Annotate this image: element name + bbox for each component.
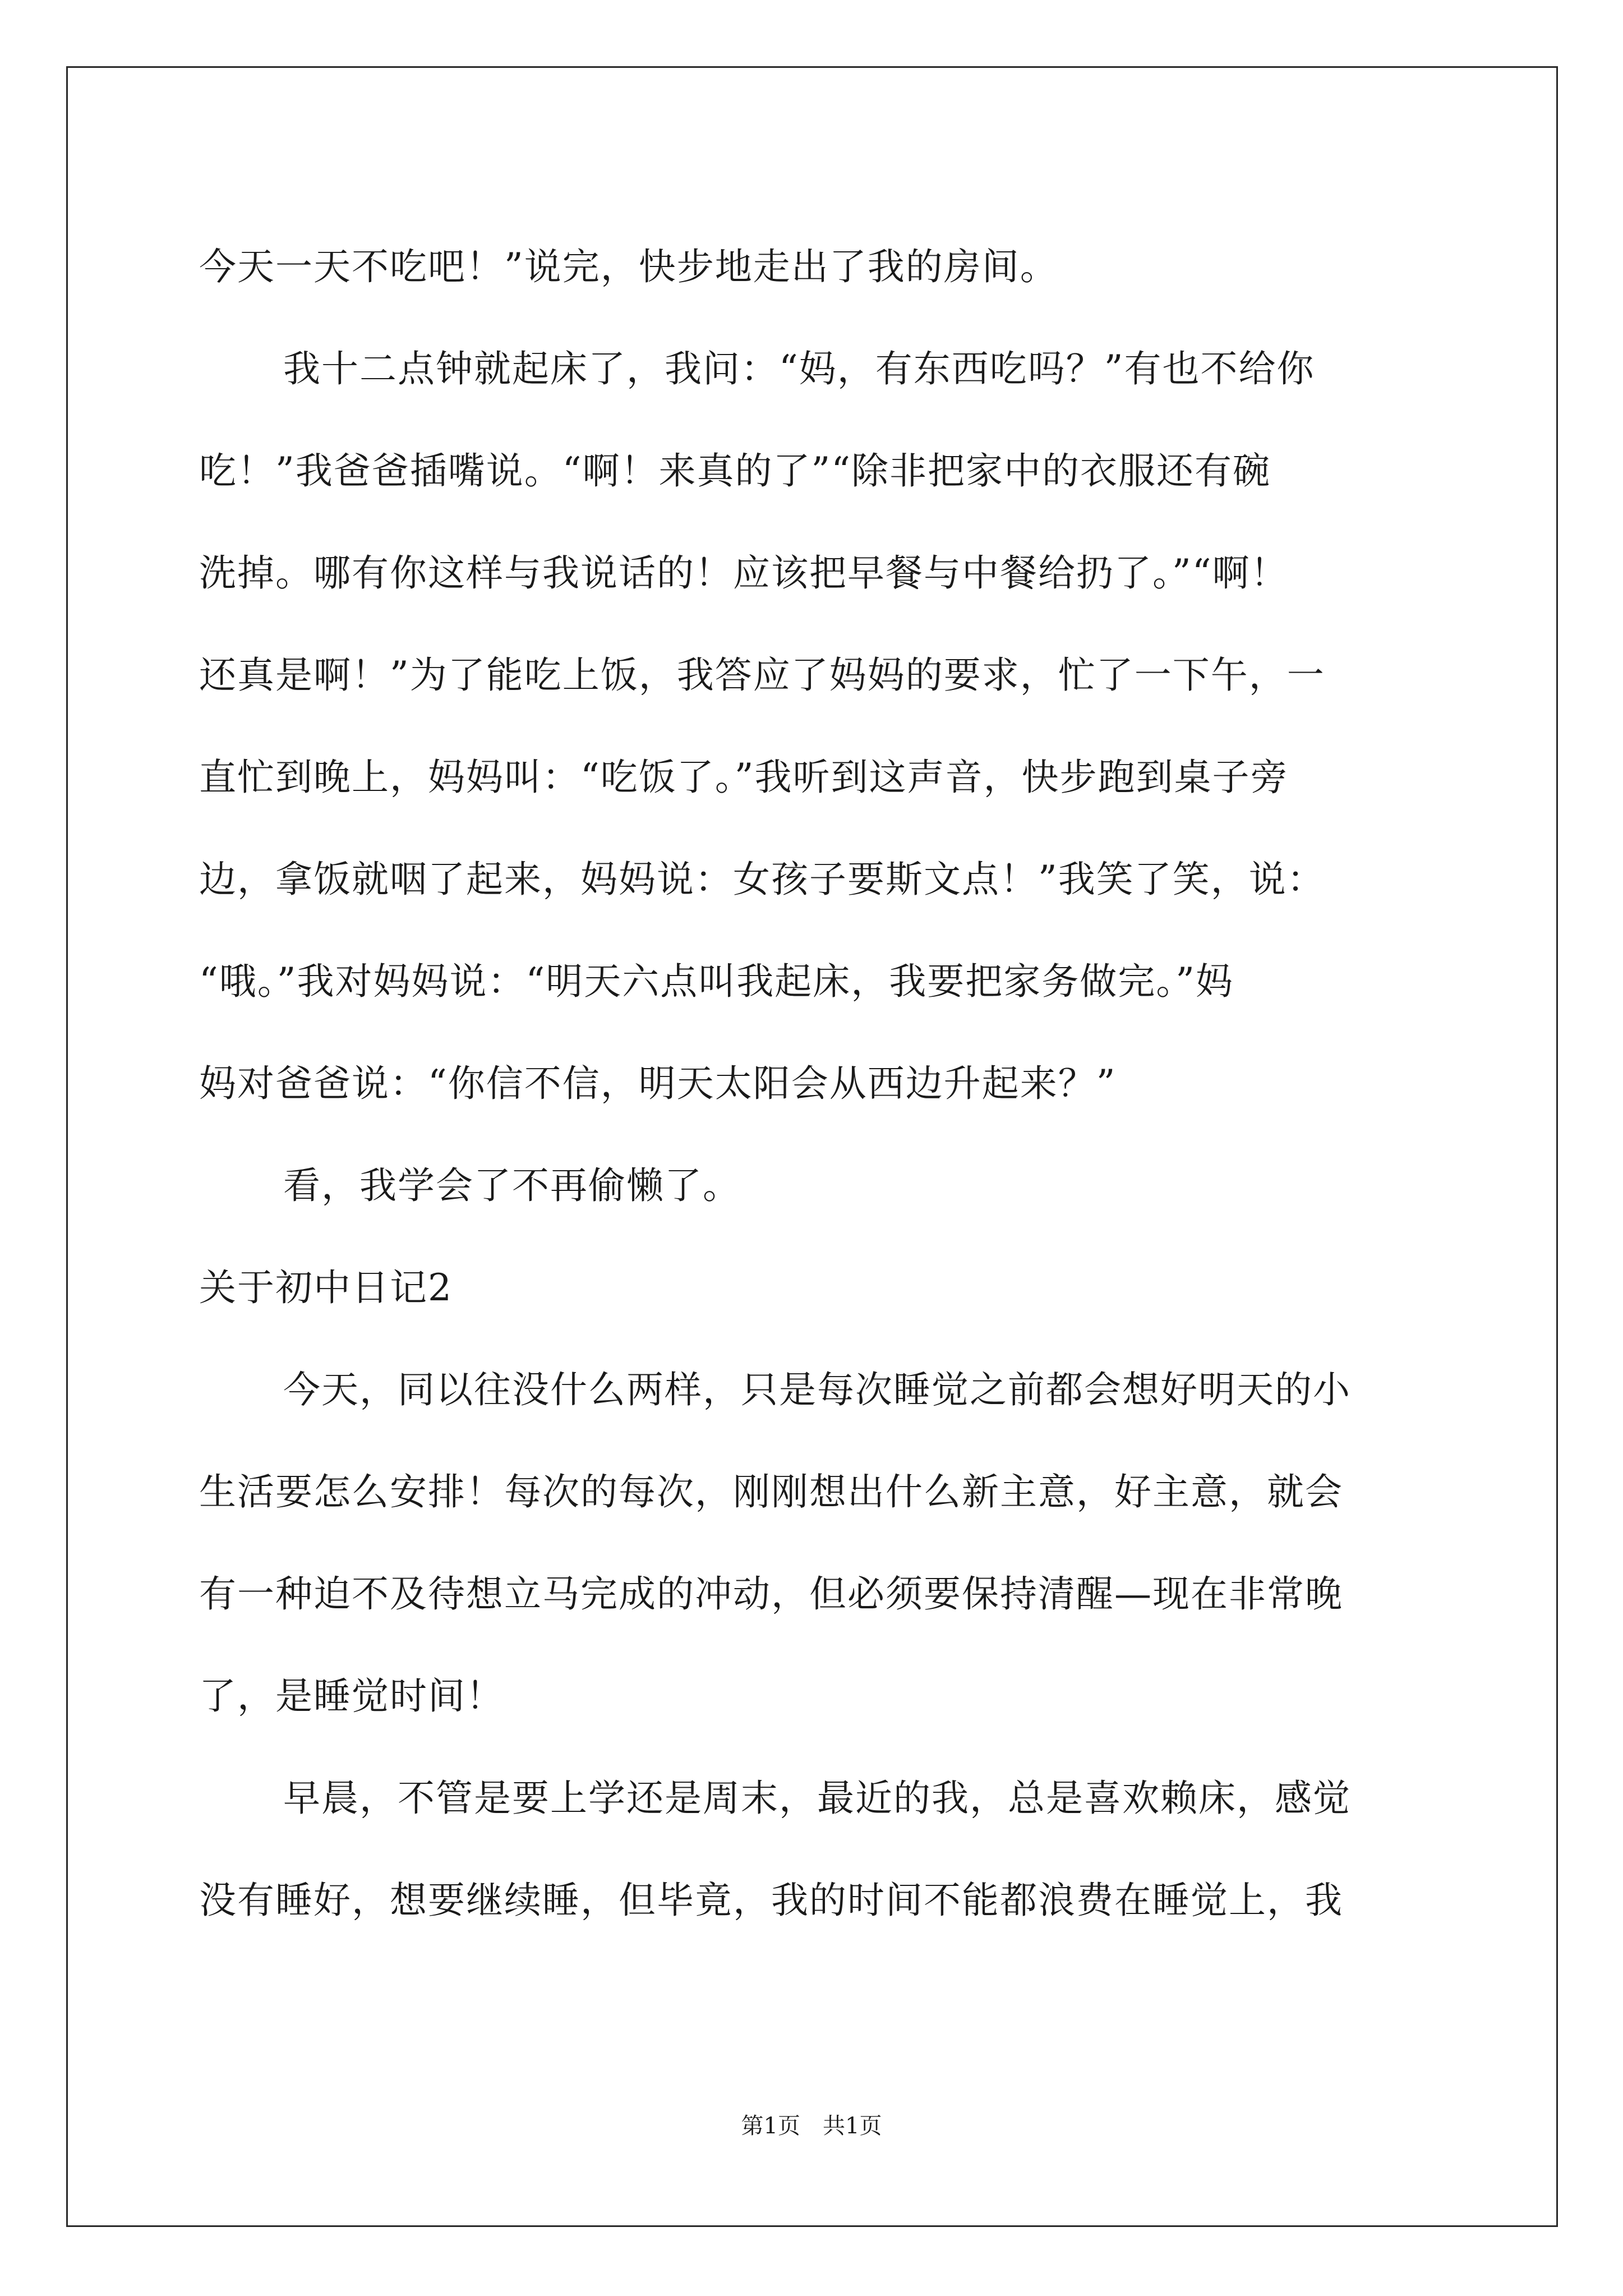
text-line: 边，拿饭就咽了起来，妈妈说：女孩子要斯文点！”我笑了笑，说： — [199, 858, 1325, 901]
section-heading: 关于初中日记2 — [199, 1266, 453, 1309]
text-line: 今天一天不吃吧！”说完，快步地走出了我的房间。 — [199, 245, 1058, 288]
text-line: 洗掉。哪有你这样与我说话的！应该把早餐与中餐给扔了。”“啊！ — [199, 551, 1289, 595]
text-line: 有一种迫不及待想立马完成的冲动，但必须要保持清醒—现在非常晚 — [199, 1572, 1343, 1616]
text-line: 生活要怎么安排！每次的每次，刚刚想出什么新主意，好主意，就会 — [199, 1470, 1343, 1513]
text-line: 吃！”我爸爸插嘴说。“啊！来真的了”“除非把家中的衣服还有碗 — [199, 449, 1271, 493]
paragraph-start-line: 早晨，不管是要上学还是周末，最近的我，总是喜欢赖床，感觉 — [283, 1777, 1351, 1820]
paragraph-start-line: 今天，同以往没什么两样，只是每次睡觉之前都会想好明天的小 — [283, 1368, 1351, 1411]
text-line: 妈对爸爸说：“你信不信，明天太阳会从西边升起来？” — [199, 1062, 1117, 1105]
paragraph-start-line: 看，我学会了不再偷懒了。 — [283, 1164, 741, 1207]
page-footer: 第1页 共1页 — [741, 2113, 882, 2139]
text-line: 还真是啊！”为了能吃上饭，我答应了妈妈的要求，忙了一下午，一 — [199, 654, 1325, 697]
text-line: 直忙到晚上，妈妈叫：“吃饭了。”我听到这声音，快步跑到桌子旁 — [199, 756, 1289, 799]
document-body — [199, 216, 1424, 1952]
text-line: “哦。”我对妈妈说：“明天六点叫我起床，我要把家务做完。”妈 — [199, 960, 1234, 1003]
text-line: 没有睡好，想要继续睡，但毕竟，我的时间不能都浪费在睡觉上，我 — [199, 1879, 1343, 1922]
text-line: 了，是睡觉时间！ — [199, 1674, 504, 1718]
paragraph-start-line: 我十二点钟就起床了，我问：“妈，有东西吃吗？”有也不给你 — [283, 347, 1315, 390]
